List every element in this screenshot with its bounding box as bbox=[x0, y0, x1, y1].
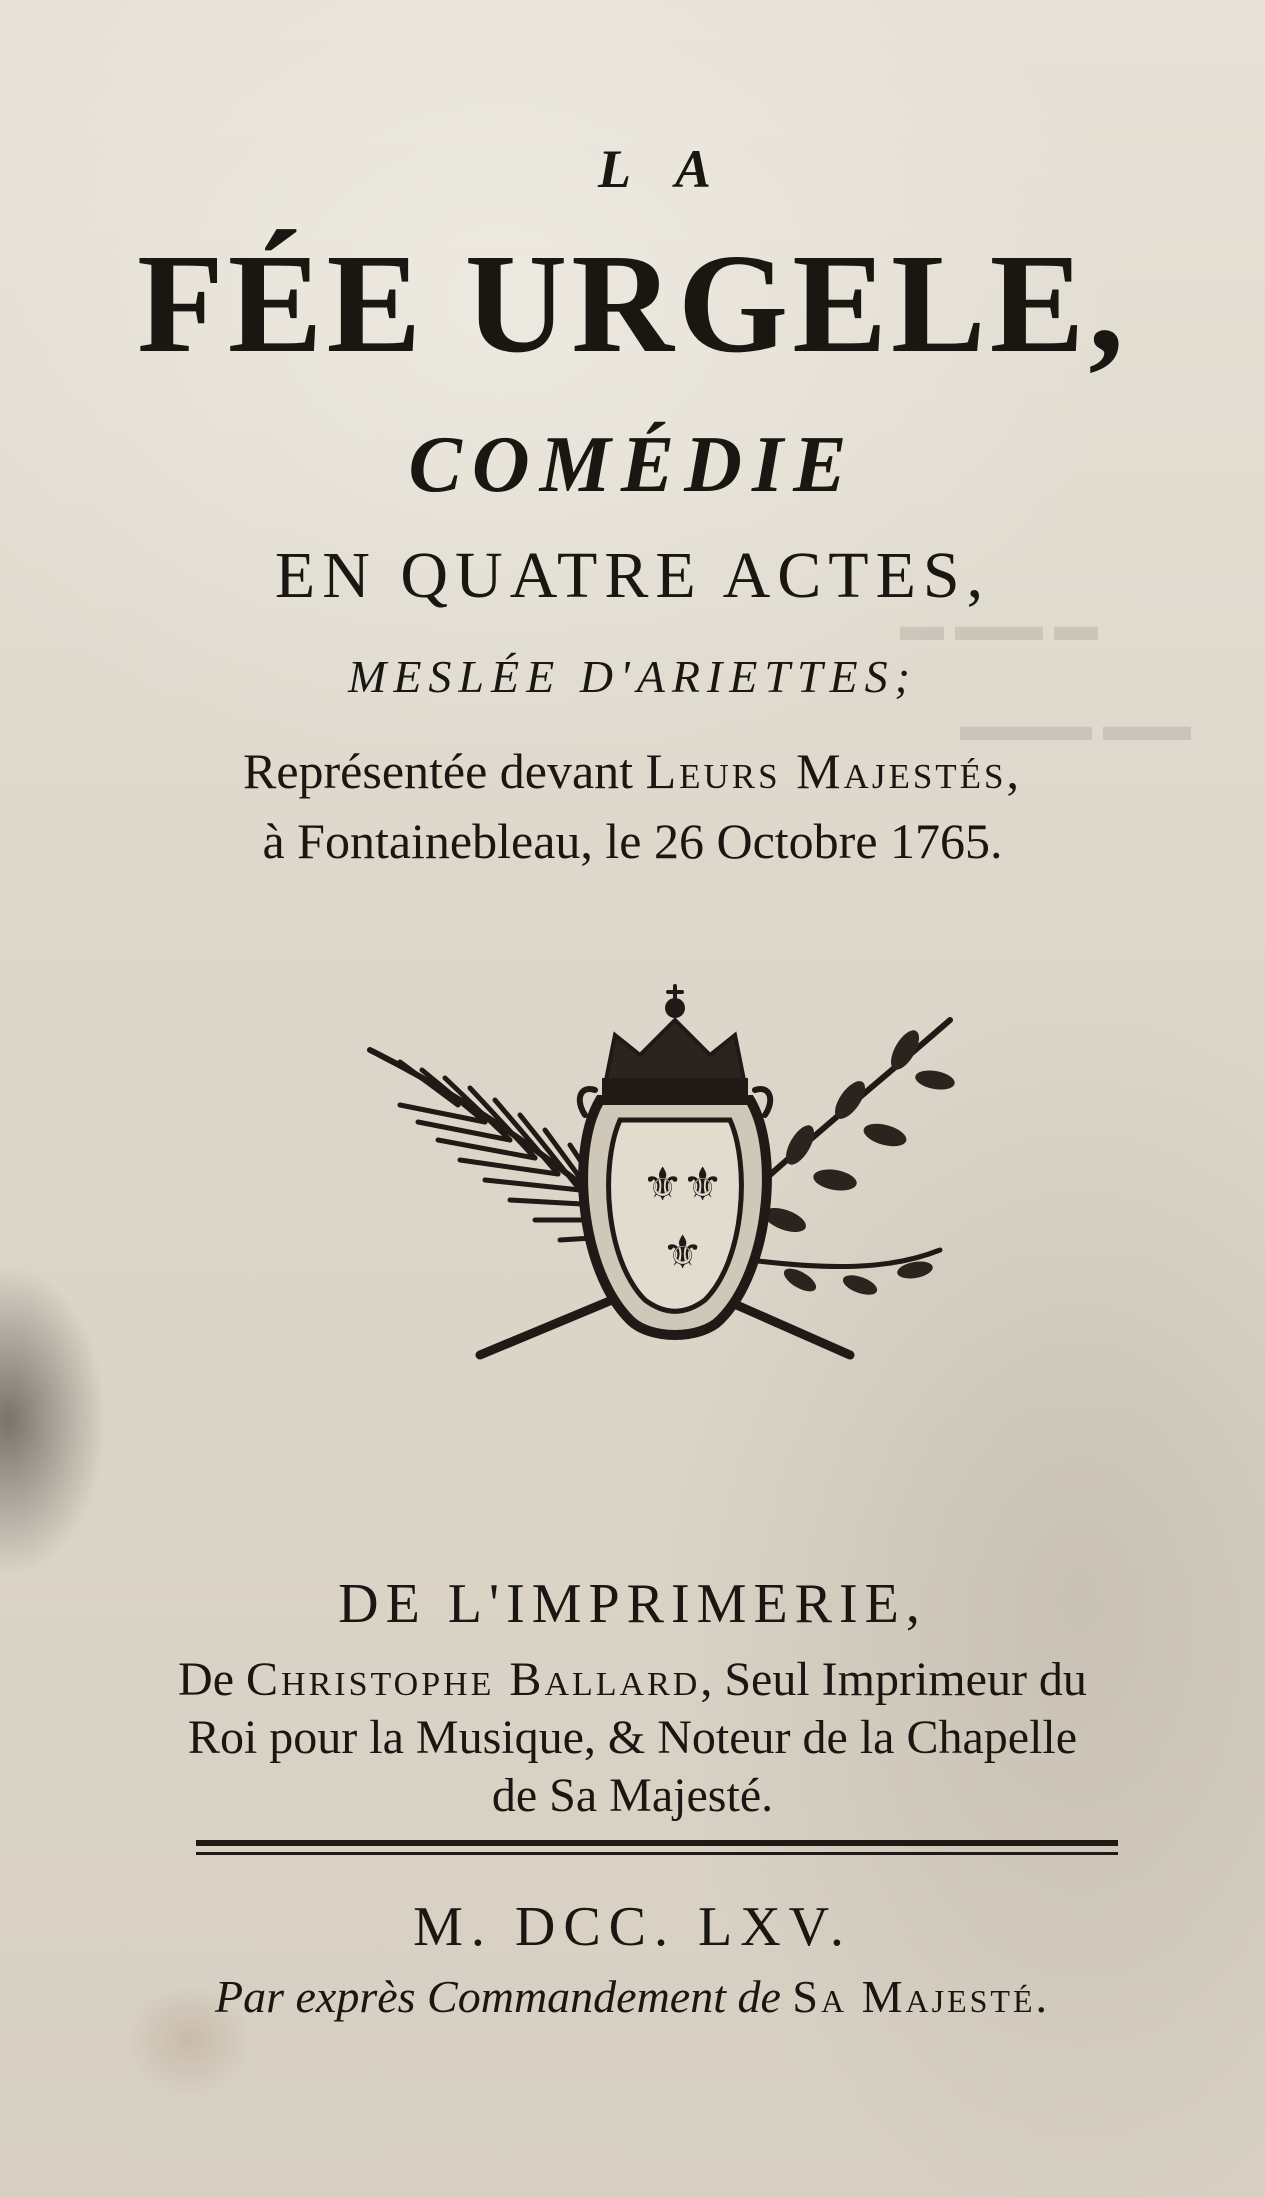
royal-arms-icon bbox=[330, 950, 1010, 1390]
privilege-line bbox=[0, 1970, 1265, 2023]
privilege-majesty: Sa Majesté. bbox=[792, 1971, 1051, 2022]
svg-text:⚜: ⚜ bbox=[662, 1225, 704, 1279]
show-through-text: ▬ ▬▬ ▬ bbox=[900, 601, 1098, 650]
printer-de: De bbox=[178, 1653, 247, 1706]
performance-prefix: Représentée devant bbox=[242, 743, 646, 799]
performance-line bbox=[0, 742, 1265, 800]
show-through-text: ▬▬▬ ▬▬ bbox=[960, 701, 1191, 750]
acts-line: EN QUATRE ACTES, bbox=[274, 539, 991, 612]
double-rule-thin bbox=[196, 1852, 1118, 1855]
svg-text:⚜: ⚜ bbox=[682, 1157, 724, 1211]
printer-title: , Seul Imprimeur du bbox=[700, 1653, 1087, 1706]
printer-line-2: Roi pour la Musique, & Noteur de la Chapelle bbox=[187, 1711, 1078, 1764]
double-rule-thick bbox=[196, 1840, 1118, 1846]
printer-line-3: de Sa Majesté. bbox=[491, 1769, 774, 1822]
svg-text:⚜: ⚜ bbox=[642, 1157, 684, 1211]
title-article: LA bbox=[597, 139, 755, 199]
privilege-prefix: Par exprès Commandement de bbox=[214, 1971, 793, 2022]
publication-year: M. DCC. LXV. bbox=[413, 1896, 852, 1958]
ariettes-line: MESLÉE D'ARIETTES; bbox=[348, 651, 917, 702]
printer-heading: DE L'IMPRIMERIE, bbox=[338, 1573, 927, 1635]
main-title: FÉE URGELE, bbox=[137, 224, 1128, 382]
printer-name: Christophe Ballard bbox=[246, 1653, 701, 1706]
performance-date-line: à Fontainebleau, le 26 Octobre 1765. bbox=[262, 813, 1003, 869]
printer-line-1 bbox=[0, 1652, 1265, 1707]
genre-title: COMÉDIE bbox=[408, 421, 857, 509]
majesties-text: Leurs Majestés, bbox=[645, 743, 1023, 799]
